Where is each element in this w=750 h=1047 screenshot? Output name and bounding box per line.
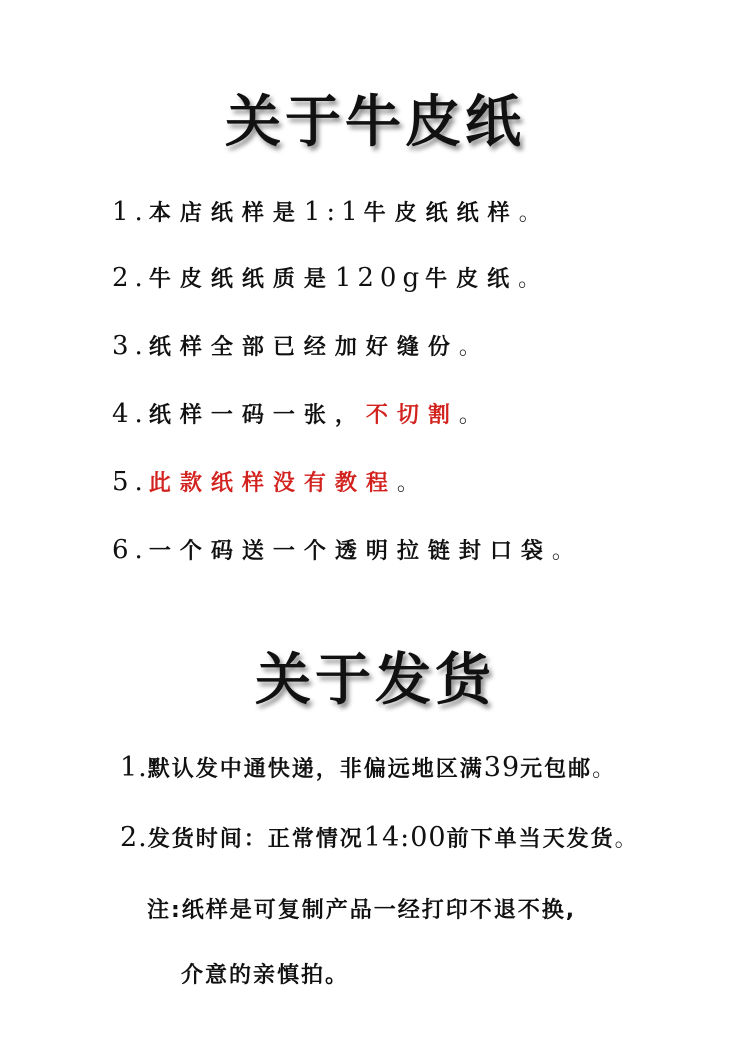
item-text: 元包邮: [520, 757, 593, 782]
item-text: 牛皮纸: [425, 267, 519, 292]
item-number: 4.: [112, 399, 149, 429]
item-text: 本店纸样是: [148, 201, 304, 226]
list-item-6: [112, 534, 583, 565]
section-title-shipping: 关于发货: [255, 648, 495, 713]
item-end: 。: [518, 201, 550, 226]
shipping-line-2: [120, 822, 639, 853]
item-time: 14:00: [363, 822, 447, 853]
item-end: 。: [518, 267, 550, 292]
item-end: 。: [592, 757, 617, 782]
item-text: 牛皮纸纸质是: [148, 267, 335, 292]
item-highlight: 不切割: [365, 403, 459, 428]
item-end: 。: [396, 471, 428, 496]
note-line-2: 介意的亲慎拍。: [181, 963, 350, 988]
item-end: 。: [458, 403, 490, 428]
item-text: 发货时间：正常情况: [147, 827, 364, 852]
item-text: 默认发中通快递，非偏远地区满: [147, 757, 484, 782]
item-number: 1.: [112, 197, 149, 227]
item-text: 纸样一码一张，: [148, 403, 366, 428]
item-highlight: 此款纸样没有教程: [148, 471, 397, 496]
item-end: 。: [458, 335, 490, 360]
item-number: 6.: [112, 535, 149, 565]
list-item-1: [112, 196, 550, 227]
item-number: 2.: [112, 263, 149, 293]
item-text: 前下单当天发货: [446, 827, 615, 852]
item-text: 牛皮纸纸样: [363, 201, 519, 226]
item-text: 纸样全部已经加好缝份: [148, 335, 459, 360]
item-number: 3.: [112, 331, 149, 361]
list-item-5: [112, 466, 428, 497]
item-end: 。: [551, 539, 583, 564]
item-ratio: 1:1: [303, 197, 364, 227]
item-weight: 120g: [334, 263, 426, 293]
item-number: 1.: [120, 752, 148, 783]
list-item-2: [112, 262, 549, 293]
shipping-line-1: [120, 752, 616, 783]
item-amount: 39: [483, 752, 521, 783]
item-text: 一个码送一个透明拉链封口袋: [148, 539, 552, 564]
section-title-kraft-paper: 关于牛皮纸: [225, 90, 525, 155]
note-line-1: 注:纸样是可复制产品一经打印不退不换,: [147, 898, 577, 923]
list-item-3: [112, 330, 490, 361]
list-item-4: [112, 398, 490, 429]
item-end: 。: [614, 827, 639, 852]
item-number: 5.: [112, 467, 149, 497]
item-number: 2.: [120, 822, 148, 853]
